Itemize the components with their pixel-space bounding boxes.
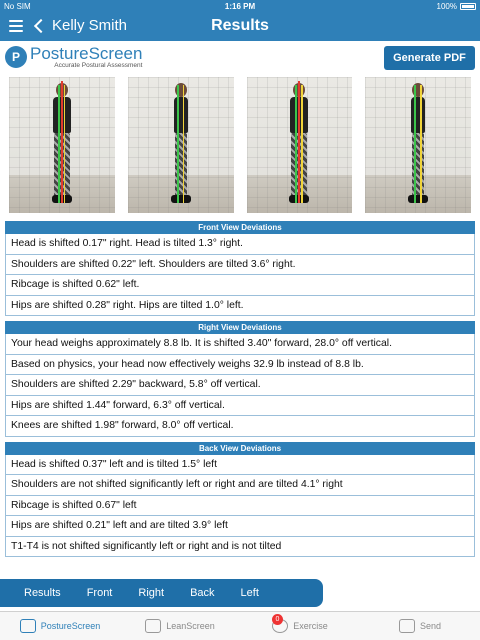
right-view-photo[interactable]: [128, 77, 234, 213]
deviation-row: Your head weighs approximately 8.8 lb. It is shifted 3.40" forward, 28.0° off vertical.: [5, 334, 475, 355]
tab-right[interactable]: Right: [138, 587, 165, 599]
nav-bar: [0, 13, 480, 41]
logo-tagline: Accurate Postural Assessment: [54, 62, 143, 69]
front-view-photo[interactable]: [9, 77, 115, 213]
carrier-label: No SIM: [4, 2, 31, 11]
deviation-row: Knees are shifted 1.98" forward, 8.0° off vertical.: [5, 416, 475, 437]
section-header: Right View Deviations: [5, 321, 475, 334]
page-title: Results: [211, 17, 269, 34]
back-view-photo[interactable]: [247, 77, 353, 213]
send-icon: [399, 619, 415, 633]
back-button[interactable]: [32, 17, 127, 34]
right-deviations-section: [5, 321, 475, 437]
section-header: Back View Deviations: [5, 442, 475, 455]
tab-front[interactable]: Front: [86, 587, 113, 599]
deviation-row: T1-T4 is not shifted significantly left or right and is not tilted: [5, 537, 475, 558]
posture-screen-icon: [20, 619, 36, 633]
generate-pdf-button[interactable]: Generate PDF: [384, 46, 475, 70]
tab-label: Exercise: [293, 621, 328, 631]
tab-leanscreen[interactable]: [120, 612, 240, 640]
logo-icon: P: [5, 46, 27, 68]
view-tab-bar: [0, 579, 323, 607]
deviation-row: Shoulders are shifted 0.22" left. Shoulders are tilted 3.6° right.: [5, 255, 475, 276]
clock: 1:16 PM: [224, 2, 256, 11]
status-bar: [0, 0, 480, 13]
tab-left[interactable]: Left: [240, 587, 259, 599]
lean-screen-icon: [145, 619, 161, 633]
battery-indicator: [437, 2, 476, 11]
tab-label: LeanScreen: [166, 621, 215, 631]
tab-exercise[interactable]: [240, 612, 360, 640]
tab-label: Send: [419, 621, 442, 631]
battery-icon: [460, 3, 476, 10]
tab-label: PostureScreen: [40, 621, 101, 631]
back-deviations-section: [5, 442, 475, 558]
left-view-photo[interactable]: [365, 77, 471, 213]
deviation-row: Ribcage is shifted 0.67" left: [5, 496, 475, 517]
tab-back[interactable]: Back: [190, 587, 215, 599]
deviation-row: Ribcage is shifted 0.62" left.: [5, 275, 475, 296]
chevron-left-icon: [34, 18, 48, 32]
bottom-tab-bar: [0, 611, 480, 640]
section-header: Front View Deviations: [5, 221, 475, 234]
deviation-row: Head is shifted 0.37" left and is tilted 1.5° left: [5, 455, 475, 476]
tab-results[interactable]: Results: [24, 587, 61, 599]
deviation-row: Hips are shifted 0.21" left and are tilted 3.9° left: [5, 516, 475, 537]
deviation-row: Shoulders are not shifted significantly left or right and are tilted 4.1° right: [5, 475, 475, 496]
posture-photos: [9, 77, 471, 213]
deviation-row: Hips are shifted 0.28" right. Hips are tilted 1.0° left.: [5, 296, 475, 317]
notification-badge: 0: [272, 614, 283, 625]
back-label: Kelly Smith: [52, 17, 128, 34]
tab-send[interactable]: [360, 612, 480, 640]
menu-icon[interactable]: [9, 20, 23, 32]
posturescreen-logo: [5, 45, 142, 70]
deviation-row: Shoulders are shifted 2.29" backward, 5.8° off vertical.: [5, 375, 475, 396]
deviation-row: Head is shifted 0.17" right. Head is tilted 1.3° right.: [5, 234, 475, 255]
logo-name: PostureScreen: [30, 44, 143, 63]
battery-percent: 100%: [436, 2, 457, 11]
deviations-list[interactable]: [5, 221, 475, 562]
front-deviations-section: [5, 221, 475, 316]
tab-posturescreen[interactable]: [0, 612, 120, 640]
deviation-row: Based on physics, your head now effectively weighs 32.9 lb instead of 8.8 lb.: [5, 355, 475, 376]
deviation-row: Hips are shifted 1.44" forward, 6.3° off vertical.: [5, 396, 475, 417]
